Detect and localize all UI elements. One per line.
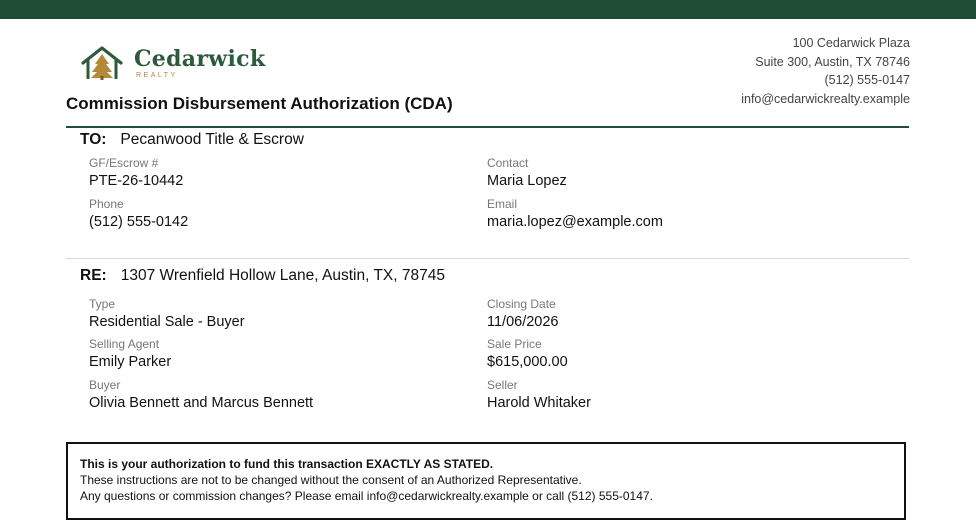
address-line: Suite 300, Austin, TX 78746 — [755, 54, 910, 69]
field-label: Selling Agent — [89, 337, 160, 351]
re-field-selling-agent — [89, 337, 171, 371]
to-recipient: Pecanwood Title & Escrow — [120, 131, 304, 148]
field-value: Harold Whitaker — [487, 395, 591, 411]
notice-instructions: These instructions are not to be changed without the consent of an Authorized Representative. — [80, 473, 582, 487]
field-label: Contact — [487, 156, 529, 170]
to-field-email — [487, 197, 663, 231]
re-property: 1307 Wrenfield Hollow Lane, Austin, TX, 78745 — [120, 267, 445, 284]
notice-headline: This is your authorization to fund this transaction EXACTLY AS STATED. — [80, 457, 494, 471]
field-label: Type — [89, 297, 116, 311]
field-value: Residential Sale - Buyer — [89, 314, 245, 330]
to-field-escrow — [89, 156, 183, 190]
to-field-contact — [487, 156, 567, 190]
to-field-phone — [89, 197, 188, 231]
re-field-sale-price — [487, 337, 568, 371]
brand-name: Cedarwick — [134, 45, 266, 72]
to-heading — [80, 131, 304, 149]
document-title: Commission Disbursement Authorization (CDA) — [66, 94, 453, 113]
field-value: PTE-26-10442 — [89, 173, 184, 189]
field-value: Maria Lopez — [487, 173, 567, 189]
notice-contact: Any questions or commission changes? Please email info@cedarwickrealty.example or call (512) 555-0147. — [80, 489, 653, 503]
field-label: Buyer — [89, 378, 121, 392]
field-label: Email — [487, 197, 518, 211]
company-logo — [80, 46, 265, 80]
re-field-type — [89, 297, 245, 331]
company-address — [741, 34, 910, 108]
field-label: Phone — [89, 197, 124, 211]
field-label: Closing Date — [487, 297, 556, 311]
house-tree-icon — [80, 46, 124, 80]
field-value: Olivia Bennett and Marcus Bennett — [89, 395, 314, 411]
company-email: info@cedarwickrealty.example — [741, 91, 910, 106]
re-field-buyer — [89, 378, 313, 412]
to-label: TO: — [80, 131, 107, 148]
header-divider — [66, 126, 909, 128]
re-heading — [80, 267, 445, 285]
field-value: 11/06/2026 — [487, 314, 559, 330]
field-value: maria.lopez@example.com — [487, 214, 663, 230]
field-label: GF/Escrow # — [89, 156, 159, 170]
company-phone: (512) 555-0147 — [824, 73, 910, 87]
field-value: (512) 555-0142 — [89, 214, 189, 230]
section-divider — [66, 258, 909, 259]
re-field-closing-date — [487, 297, 559, 331]
top-bar — [0, 0, 976, 19]
brand-subtitle: REALTY — [136, 71, 178, 79]
field-value: Emily Parker — [89, 354, 172, 370]
field-label: Seller — [487, 378, 518, 392]
authorization-notice — [66, 442, 906, 520]
field-value: $615,000.00 — [487, 354, 568, 370]
field-label: Sale Price — [487, 337, 542, 351]
re-label: RE: — [80, 267, 107, 284]
re-field-seller — [487, 378, 591, 412]
address-line: 100 Cedarwick Plaza — [792, 36, 910, 50]
